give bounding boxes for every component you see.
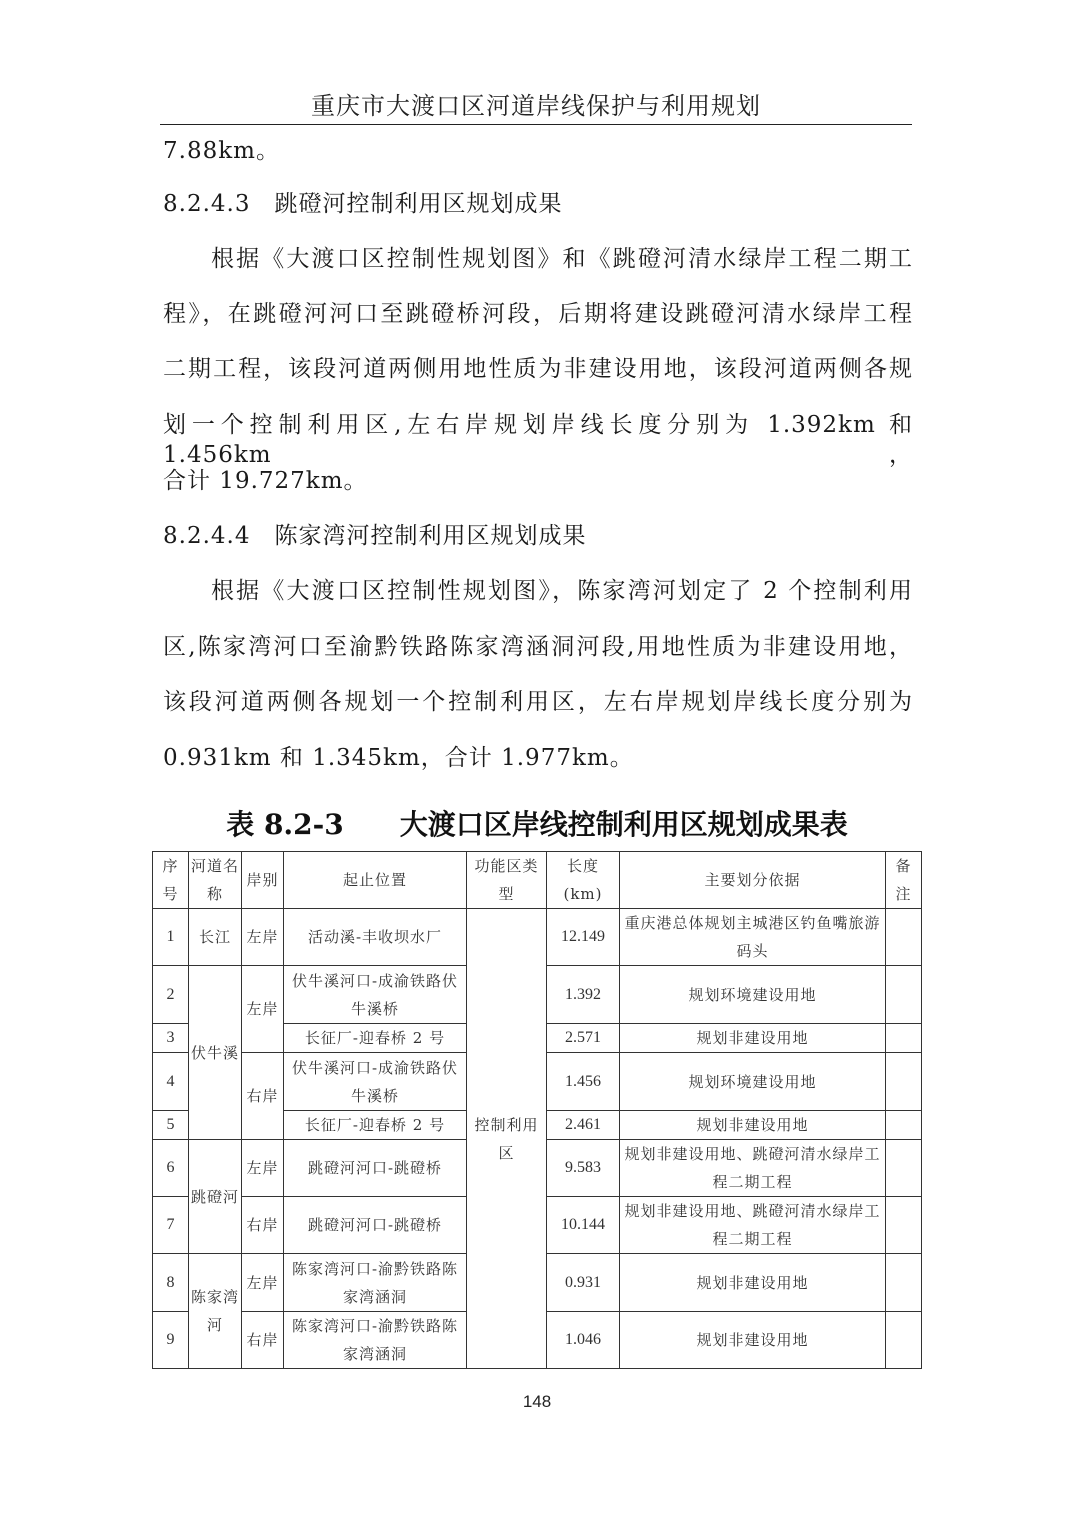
cell-bank: 左岸 [242, 966, 284, 1053]
cell-seq: 6 [153, 1140, 189, 1197]
cell-length: 2.461 [547, 1111, 620, 1140]
paragraph-line: 划一个控制利用区,左右岸规划岸线长度分别为 1.392km 和 1.456km， [163, 412, 913, 468]
cell-basis: 规划非建设用地 [620, 1111, 886, 1140]
cell-remark [886, 1197, 922, 1254]
page-number: 148 [522, 1392, 552, 1411]
cell-seq: 4 [153, 1053, 189, 1111]
cell-basis: 规划环境建设用地 [620, 966, 886, 1024]
cell-remark [886, 1111, 922, 1140]
header-river: 河道名称 [189, 852, 242, 909]
cell-remark [886, 1140, 922, 1197]
cell-seq: 5 [153, 1111, 189, 1140]
cell-bank: 右岸 [242, 1053, 284, 1140]
table-row [153, 909, 922, 966]
cell-river: 陈家湾河 [189, 1254, 242, 1369]
cell-river: 跳磴河 [189, 1140, 242, 1254]
cell-basis: 重庆港总体规划主城港区钓鱼嘴旅游码头 [620, 909, 886, 966]
cell-basis: 规划非建设用地 [620, 1312, 886, 1369]
cell-location: 长征厂-迎春桥 2 号 [284, 1111, 467, 1140]
cell-remark [886, 1053, 922, 1111]
paragraph-tail: 7.88km。 [163, 138, 280, 164]
header-remark: 备注 [886, 852, 922, 909]
header-bank: 岸别 [242, 852, 284, 909]
cell-length: 1.046 [547, 1312, 620, 1369]
cell-location: 跳磴河河口-跳磴桥 [284, 1140, 467, 1197]
cell-length: 10.144 [547, 1197, 620, 1254]
cell-basis: 规划非建设用地 [620, 1254, 886, 1312]
cell-length: 12.149 [547, 909, 620, 966]
cell-bank: 右岸 [242, 1312, 284, 1369]
cell-location: 跳磴河河口-跳磴桥 [284, 1197, 467, 1254]
cell-length: 1.392 [547, 966, 620, 1024]
paragraph-line: 区,陈家湾河口至渝黔铁路陈家湾涵洞河段,用地性质为非建设用地， [163, 634, 913, 660]
table-caption [152, 803, 922, 843]
paragraph-line: 根据《大渡口区控制性规划图》和《跳磴河清水绿岸工程二期工 [211, 246, 913, 272]
table-title-text: 大渡口区岸线控制利用区规划成果表 [399, 808, 848, 841]
paragraph-line: 程》，在跳磴河河口至跳磴桥河段，后期将建设跳磴河清水绿岸工程 [163, 301, 913, 327]
cell-bank: 左岸 [242, 1140, 284, 1197]
table-number: 表 8.2-3 [226, 808, 344, 841]
cell-location: 伏牛溪河口-成渝铁路伏牛溪桥 [284, 966, 467, 1024]
cell-basis: 规划非建设用地、跳磴河清水绿岸工程二期工程 [620, 1197, 886, 1254]
paragraph-line: 二期工程，该段河道两侧用地性质为非建设用地，该段河道两侧各规 [163, 356, 913, 382]
cell-length: 0.931 [547, 1254, 620, 1312]
paragraph-line: 0.931km 和 1.345km，合计 1.977km。 [163, 745, 634, 771]
cell-remark [886, 966, 922, 1024]
cell-remark [886, 1254, 922, 1312]
cell-remark [886, 1024, 922, 1053]
cell-basis: 规划环境建设用地 [620, 1053, 886, 1111]
cell-location: 陈家湾河口-渝黔铁路陈家湾涵洞 [284, 1254, 467, 1312]
cell-seq: 8 [153, 1254, 189, 1312]
header-length: 长度(km) [547, 852, 620, 909]
cell-seq: 1 [153, 909, 189, 966]
header-basis: 主要划分依据 [620, 852, 886, 909]
cell-location: 伏牛溪河口-成渝铁路伏牛溪桥 [284, 1053, 467, 1111]
paragraph-line: 合计 19.727km。 [163, 468, 368, 494]
cell-remark [886, 1312, 922, 1369]
cell-bank: 右岸 [242, 1197, 284, 1254]
section-heading-8-2-4-4: 8.2.4.4 陈家湾河控制利用区规划成果 [163, 523, 587, 549]
header-seq: 序号 [153, 852, 189, 909]
cell-zone-type: 控制利用区 [467, 909, 547, 1369]
cell-bank: 左岸 [242, 1254, 284, 1312]
table-header-row [153, 852, 922, 909]
cell-length: 9.583 [547, 1140, 620, 1197]
cell-location: 陈家湾河口-渝黔铁路陈家湾涵洞 [284, 1312, 467, 1369]
paragraph-line: 该段河道两侧各规划一个控制利用区，左右岸规划岸线长度分别为 [163, 689, 913, 715]
cell-seq: 2 [153, 966, 189, 1024]
cell-remark [886, 909, 922, 966]
cell-length: 2.571 [547, 1024, 620, 1053]
cell-basis: 规划非建设用地、跳磴河清水绿岸工程二期工程 [620, 1140, 886, 1197]
header-rule [160, 124, 912, 125]
cell-seq: 3 [153, 1024, 189, 1053]
running-header: 重庆市大渡口区河道岸线保护与利用规划 [311, 92, 761, 120]
cell-bank: 左岸 [242, 909, 284, 966]
paragraph-line: 根据《大渡口区控制性规划图》，陈家湾河划定了 2 个控制利用 [211, 578, 913, 604]
cell-seq: 9 [153, 1312, 189, 1369]
section-heading-8-2-4-3: 8.2.4.3 跳磴河控制利用区规划成果 [163, 191, 563, 217]
header-location: 起止位置 [284, 852, 467, 909]
cell-location: 活动溪-丰收坝水厂 [284, 909, 467, 966]
cell-river: 伏牛溪 [189, 966, 242, 1140]
cell-basis: 规划非建设用地 [620, 1024, 886, 1053]
shoreline-zone-table [152, 851, 922, 1369]
header-zone-type: 功能区类型 [467, 852, 547, 909]
cell-seq: 7 [153, 1197, 189, 1254]
cell-river: 长江 [189, 909, 242, 966]
cell-location: 长征厂-迎春桥 2 号 [284, 1024, 467, 1053]
cell-length: 1.456 [547, 1053, 620, 1111]
